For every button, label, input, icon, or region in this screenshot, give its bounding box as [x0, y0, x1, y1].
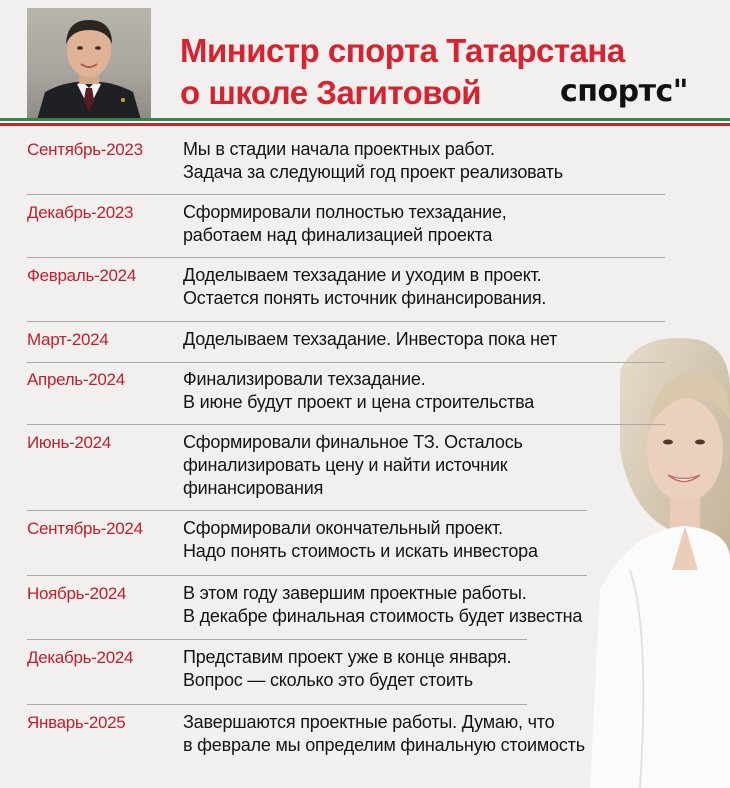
timeline-text: Представим проект уже в конце января. Вопрос — сколько это будет стоить	[183, 647, 512, 690]
timeline-date: Март-2024	[27, 330, 109, 349]
timeline-text: Доделываем техзадание и уходим в проект. Остается понять источник финансирования.	[183, 265, 547, 308]
row-divider	[27, 639, 527, 640]
timeline-text: В этом году завершим проектные работы. В декабре финальная стоимость будет известна	[183, 583, 583, 626]
page-title	[180, 30, 625, 114]
timeline-text: Сформировали окончательный проект. Надо понять стоимость и искать инвестора	[183, 518, 538, 561]
row-divider	[27, 362, 665, 363]
row-divider	[27, 194, 665, 195]
timeline-date: Сентябрь-2024	[27, 519, 143, 538]
flag-red-stripe	[0, 123, 730, 126]
timeline-date: Декабрь-2023	[27, 203, 134, 222]
title-line-1: Министр спорта Татарстана	[180, 32, 625, 69]
header	[0, 0, 730, 118]
minister-portrait	[27, 8, 151, 120]
row-divider	[27, 321, 665, 322]
row-divider	[27, 575, 587, 576]
timeline-date: Сентябрь-2023	[27, 140, 143, 159]
timeline-date: Февраль-2024	[27, 266, 136, 285]
timeline-date: Январь-2025	[27, 713, 126, 732]
timeline-text: Сформировали полностью техзадание, работаем над финализацией проекта	[183, 202, 507, 245]
timeline-date: Апрель-2024	[27, 370, 125, 389]
timeline-date: Июнь-2024	[27, 433, 111, 452]
title-line-2: о школе Загитовой	[180, 74, 482, 111]
timeline-text: Завершаются проектные работы. Думаю, что в феврале мы определим финальную стоимость	[183, 712, 585, 755]
timeline-text: Доделываем техзадание. Инвестора пока нет	[183, 329, 558, 349]
timeline-text: Сформировали финальное ТЗ. Осталось финализировать цену и найти источник финансирования	[183, 432, 523, 498]
row-divider	[27, 704, 527, 705]
tatarstan-flag-stripe	[0, 118, 730, 126]
timeline-text: Финализировали техзадание. В июне будут проект и цена строительства	[183, 369, 535, 412]
row-divider	[27, 510, 587, 511]
timeline-date: Ноябрь-2024	[27, 584, 127, 603]
timeline-text: Мы в стадии начала проектных работ. Задача за следующий год проект реализовать	[183, 139, 563, 182]
row-divider	[27, 257, 665, 258]
row-divider	[27, 424, 665, 425]
sports-logo: спортс"	[560, 74, 688, 109]
timeline-date: Декабрь-2024	[27, 648, 134, 667]
